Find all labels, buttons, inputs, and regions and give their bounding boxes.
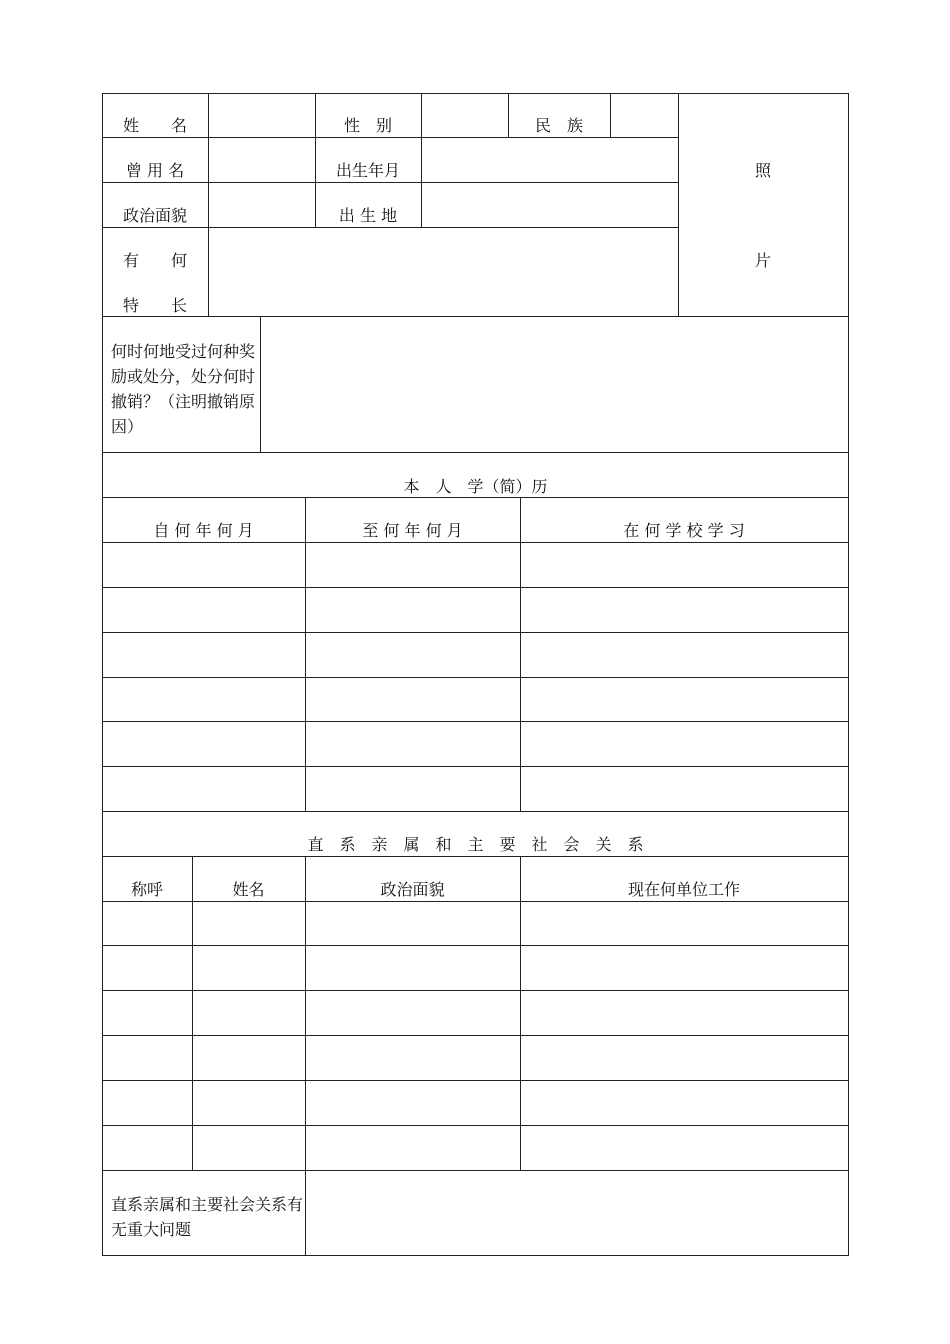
grid-line — [102, 811, 849, 812]
family-cell[interactable] — [521, 991, 848, 1035]
education-cell[interactable] — [306, 767, 520, 811]
education-cell[interactable] — [521, 543, 848, 587]
education-row — [103, 543, 848, 587]
field-gender[interactable] — [422, 94, 508, 137]
education-row — [103, 767, 848, 811]
form-border-right — [848, 93, 849, 1256]
family-cell[interactable] — [306, 946, 520, 990]
education-cell[interactable] — [103, 722, 305, 766]
education-cell[interactable] — [306, 543, 520, 587]
label-specialty-line1: 有 何 — [122, 251, 187, 270]
field-family-issue[interactable] — [306, 1171, 848, 1255]
label-family-issue: 直系亲属和主要社会关系有无重大问题 — [111, 1195, 304, 1239]
family-cell[interactable] — [193, 946, 305, 990]
form-border-bottom — [102, 1255, 849, 1256]
field-name[interactable] — [209, 94, 315, 137]
education-title: 本 人 学（简）历 — [403, 477, 548, 496]
grid-line — [102, 452, 849, 453]
education-row — [103, 722, 848, 766]
field-birth-date[interactable] — [422, 138, 678, 182]
education-cell[interactable] — [103, 633, 305, 677]
family-cell[interactable] — [521, 1081, 848, 1125]
family-cell[interactable] — [193, 1126, 305, 1170]
family-cell[interactable] — [193, 1081, 305, 1125]
grid-line — [102, 497, 849, 498]
family-cell[interactable] — [306, 991, 520, 1035]
education-cell[interactable] — [306, 588, 520, 632]
family-cell[interactable] — [193, 902, 305, 945]
education-cell[interactable] — [103, 767, 305, 811]
education-cell[interactable] — [306, 678, 520, 721]
family-cell[interactable] — [306, 902, 520, 945]
family-cell[interactable] — [103, 1126, 192, 1170]
family-cell[interactable] — [193, 1036, 305, 1080]
family-row — [103, 1126, 848, 1170]
education-cell[interactable] — [521, 633, 848, 677]
education-header-from: 自 何 年 何 月 — [153, 521, 254, 540]
field-specialty[interactable] — [209, 228, 678, 316]
label-birthplace: 出 生 地 — [338, 206, 398, 225]
family-cell[interactable] — [103, 902, 192, 945]
education-header-to: 至 何 年 何 月 — [362, 521, 463, 540]
family-title: 直 系 亲 属 和 主 要 社 会 关 系 — [307, 835, 644, 854]
family-header-workplace: 现在何单位工作 — [627, 880, 740, 899]
education-cell[interactable] — [521, 588, 848, 632]
label-specialty-line2: 特 长 — [122, 296, 187, 315]
education-cell[interactable] — [521, 722, 848, 766]
label-former-name: 曾 用 名 — [125, 161, 185, 180]
education-row — [103, 678, 848, 721]
family-cell[interactable] — [103, 991, 192, 1035]
family-cell[interactable] — [103, 1036, 192, 1080]
family-cell[interactable] — [306, 1126, 520, 1170]
education-cell[interactable] — [306, 633, 520, 677]
field-former-name[interactable] — [209, 138, 315, 182]
field-rewards[interactable] — [261, 317, 848, 452]
family-cell[interactable] — [521, 902, 848, 945]
family-row — [103, 991, 848, 1035]
family-header-name: 姓名 — [232, 880, 265, 899]
family-cell[interactable] — [521, 946, 848, 990]
family-cell[interactable] — [103, 1081, 192, 1125]
family-cell[interactable] — [306, 1081, 520, 1125]
family-cell[interactable] — [521, 1126, 848, 1170]
family-header-political-status: 政治面貌 — [380, 880, 445, 899]
field-ethnicity[interactable] — [611, 94, 678, 137]
education-row — [103, 588, 848, 632]
education-cell[interactable] — [306, 722, 520, 766]
education-row — [103, 633, 848, 677]
label-gender: 性 别 — [343, 116, 392, 135]
education-cell[interactable] — [521, 678, 848, 721]
family-cell[interactable] — [306, 1036, 520, 1080]
education-cell[interactable] — [103, 678, 305, 721]
family-row — [103, 946, 848, 990]
label-ethnicity: 民 族 — [534, 116, 583, 135]
label-rewards: 何时何地受过何种奖励或处分，处分何时撤销？（注明撤销原因） — [111, 342, 256, 436]
label-photo-line1: 照 — [754, 161, 771, 180]
label-photo-line2: 片 — [754, 251, 771, 270]
family-cell[interactable] — [521, 1036, 848, 1080]
education-cell[interactable] — [103, 543, 305, 587]
family-cell[interactable] — [193, 991, 305, 1035]
education-cell[interactable] — [521, 767, 848, 811]
grid-line — [102, 856, 849, 857]
family-cell[interactable] — [103, 946, 192, 990]
education-cell[interactable] — [103, 588, 305, 632]
family-row — [103, 1081, 848, 1125]
family-row — [103, 902, 848, 945]
family-header-relation: 称呼 — [130, 880, 163, 899]
field-political-status[interactable] — [209, 183, 315, 227]
label-name: 姓 名 — [122, 116, 187, 135]
label-political-status: 政治面貌 — [122, 206, 187, 225]
photo-box — [679, 94, 848, 316]
field-birthplace[interactable] — [422, 183, 678, 227]
family-row — [103, 1036, 848, 1080]
education-header-school: 在 何 学 校 学 习 — [623, 521, 745, 540]
label-birth-date: 出生年月 — [335, 161, 400, 180]
